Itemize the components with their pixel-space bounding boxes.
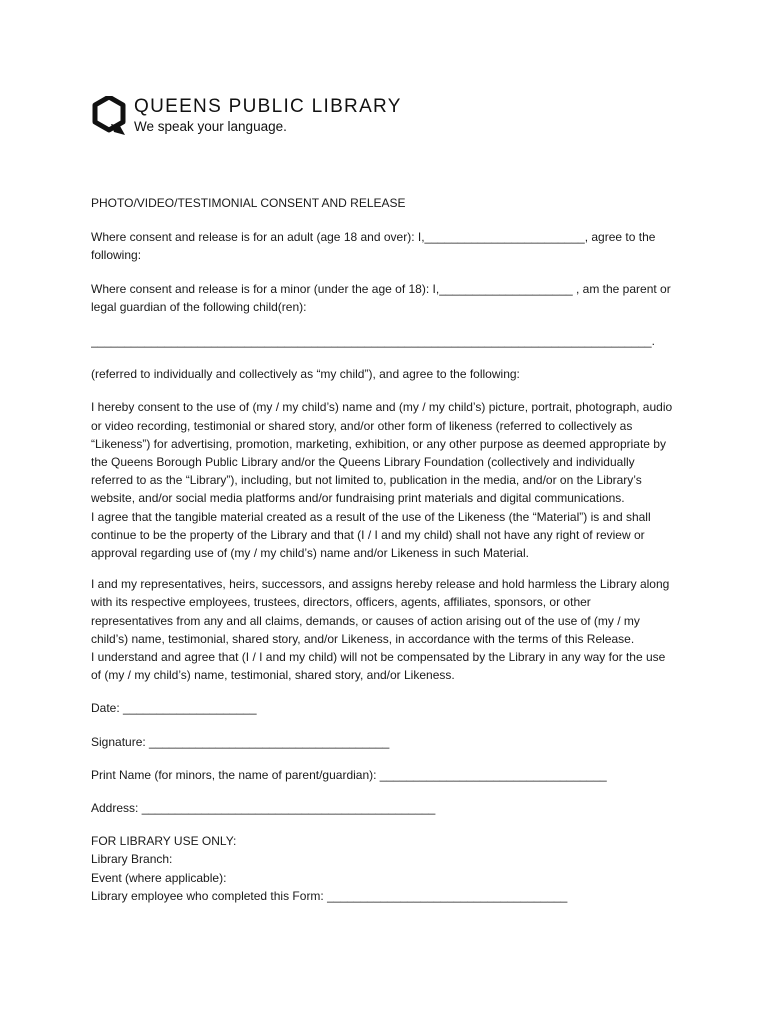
adult-consent-clause: Where consent and release is for an adult (age 18 and over): I,________________________, agree to the following:: [91, 230, 656, 263]
compensation-paragraph: I understand and agree that (I / I and my child) will not be compensated by the Library in any way for the use of (my / my child’s) name, testimonial, shared story, and/or Likeness.: [91, 650, 666, 683]
signature-field: Signature: ____________________________________: [91, 734, 390, 749]
material-paragraph: I agree that the tangible material created as a result of the use of the Likeness (the “Material”) is and shall continue to be the property of the Library and that (I / I and my child) shall not have any right of review or approval regarding use of (my / my child’s) name and/or Likeness in such Material.: [91, 509, 651, 561]
address-field: Address: ____________________________________________: [91, 801, 436, 816]
date-field: Date: ____________________: [91, 701, 257, 716]
library-name: QUEENS PUBLIC LIBRARY: [134, 96, 402, 117]
employee-field: Library employee who completed this Form: ____________________________________: [91, 888, 568, 903]
event-field: Event (where applicable):: [91, 870, 227, 885]
print-name-field: Print Name (for minors, the name of parent/guardian): __________________________________: [91, 767, 607, 782]
consent-form-body: [91, 194, 675, 905]
consent-paragraph: I hereby consent to the use of (my / my child’s) name and (my / my child’s) picture, portrait, photograph, audio or video recording, testimonial or shared story, and/or other form of likeness (referred to collectively as “Likeness”) for advertising, promotion, marketing, exhibition, or any other purpose as deemed appropriate by the Queens Borough Public Library and/or the Queens Library Foundation (collectively and individually referred to as the “Library”), including, but not limited to, publication in the media, and/or on the Library’s website, and/or social media platforms and/or fundraising print materials and digital communications.: [91, 400, 673, 506]
queens-library-q-logo-icon: [92, 96, 126, 136]
library-tagline: We speak your language.: [134, 119, 287, 134]
library-use-heading: FOR LIBRARY USE ONLY:: [91, 834, 237, 849]
form-title: PHOTO/VIDEO/TESTIMONIAL CONSENT AND RELEASE: [91, 196, 406, 210]
children-names-line: ____________________________________________________________________________________.: [91, 334, 655, 349]
library-logo: [92, 96, 412, 140]
library-branch-field: Library Branch:: [91, 852, 173, 867]
release-paragraph: I and my representatives, heirs, successors, and assigns hereby release and hold harmless the Library along with its respective employees, trustees, directors, officers, agents, affiliates, sponsors, or other representatives from any and all claims, demands, or causes of action arising out of the use of (my / my child’s) name, testimonial, shared story, and/or Likeness, in accordance with the terms of this Release.: [91, 577, 670, 646]
referred-note: (referred to individually and collectively as “my child”), and agree to the following:: [91, 367, 520, 382]
minor-consent-clause: Where consent and release is for a minor (under the age of 18): I,____________________ , am the parent or legal guardian of the following child(ren):: [91, 281, 671, 314]
